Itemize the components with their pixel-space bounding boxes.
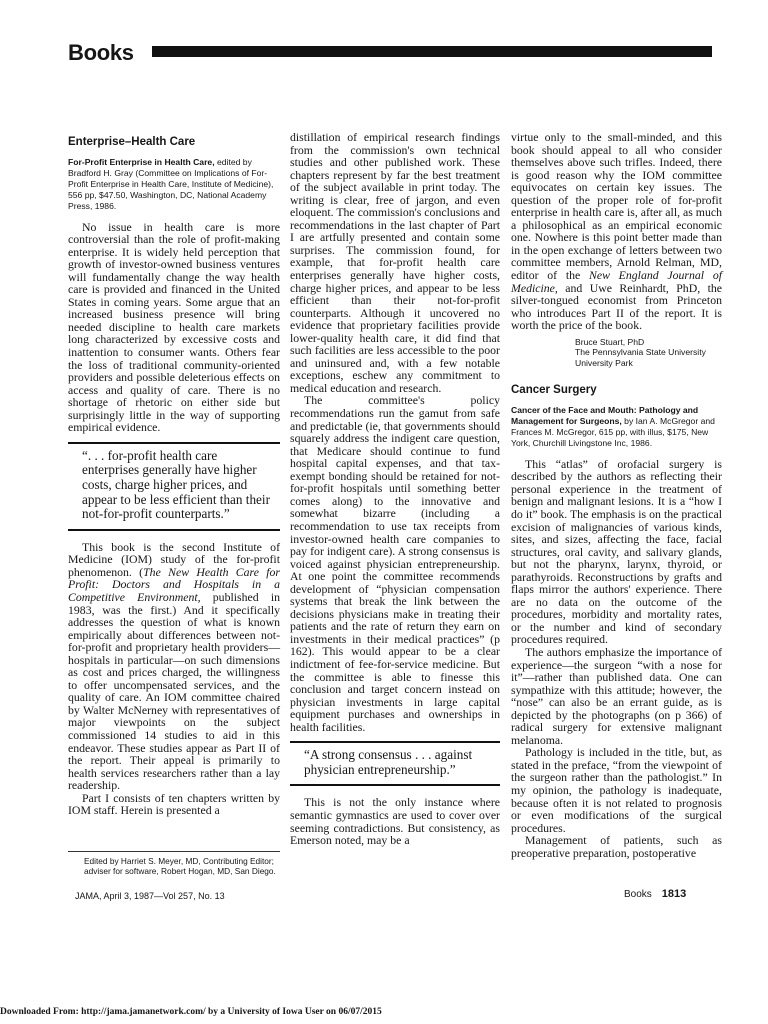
reviewer-location: University Park <box>575 357 633 368</box>
column-2 <box>290 131 500 847</box>
text-run: virtue only to the small-minded, and this book should appeal to all who consider themselves above such trifles. Indeed, there is good reason why the IOM committee equivocates on certain key issues. The question of the proper role of for-profit enterprise in health care is, after all, as much a philosophical as an empirical economic one. Nowhere is this point better made than in the open exchange of letters between two committee members, Arnold Relman, MD, editor of the <box>511 130 722 283</box>
journal-citation: JAMA, April 3, 1987—Vol 257, No. 13 <box>75 891 225 901</box>
review-2-citation <box>511 405 722 449</box>
text-run: This book is the second Institute of Medicine (IOM) study of the for-profit phenomenon. ( <box>68 539 280 579</box>
pull-quote-2: “A strong consensus . . . against physician entrepreneurship.” <box>290 741 500 786</box>
reviewer-name: Bruce Stuart, PhD <box>575 336 645 347</box>
review-2-paragraph: Pathology is included in the title, but, as stated in the preface, “from the viewpoint of the surgeon rather than the pathologist.” In my opinion, the pathology is inadequate, because often it is not related to prognosis or even modifications of the surgical procedures. <box>511 745 722 835</box>
page-number: 1813 <box>661 888 687 900</box>
text-run: and Uwe Reinhardt, PhD, the silver-tongued economist from Princeton who introduces Part II of the report. It is worth the price of the book. <box>511 280 722 333</box>
review-2-paragraph: Management of patients, such as preoperative preparation, postoperative <box>511 833 722 860</box>
column-1 <box>68 136 280 817</box>
review-2-book-details: by Ian A. McGregor and Frances M. McGregor, 615 pp, with illus, $175, New York, Churchill Livingstone Inc, 1986. <box>511 415 715 448</box>
review-1-paragraph <box>511 131 722 332</box>
review-2-paragraph: The authors emphasize the importance of experience—the surgeon “with a nose for it”—rather than published data. One can sympathize with this attitude; however, the “nose” can also be an errant guide, as is depicted by the photographs (on p 366) of radical surgery for extensive malignant melanoma. <box>511 645 722 747</box>
review-1-citation <box>68 157 280 212</box>
footnote-rule <box>68 851 280 852</box>
review-1-paragraph <box>68 541 280 792</box>
review-1-paragraph: Part I consists of ten chapters written by IOM staff. Herein is presented a <box>68 790 280 818</box>
text-run: published in 1983, was the first.) And it specifically addresses the question of what is known empirically about differences between not-for-profit and proprietary health providers—hospitals in particular—on such dimensions as cost and prices charged, the willingness to offer uncompensated services, and the quality of care. An IOM committee chaired by Walter McNerney with representatives of major viewpoints on the subject commissioned 14 studies to aid in this endeavor. These studies appear as Part II of the report. Their appeal is primarily to health services researchers rather than a lay readership. <box>68 590 281 793</box>
review-1-book-details: edited by Bradford H. Gray (Committee on Implications of For-Profit Enterprise in Health Care, Institute of Medicine), 556 pp, $47.50, Washington, DC, National Academy Press, 1986. <box>68 156 274 211</box>
review-2-paragraph: This “atlas” of orofacial surgery is described by the authors as reflecting their personal experience in the treatment of benign and malignant lesions. It is a “how I do it” book. The emphasis is on the practical excision of malignancies of various kinds, sites, and sizes, affecting the face, facial structures, oral cavity, and salivary glands, but not the pharynx, larynx, thyroid, or parathyroids. Reconstructions by grafts and flaps mirror the authors' experience. There are no data on the outcome of the procedures, morbidity and mortality rates, or the number and kind of secondary procedures required. <box>511 456 722 647</box>
column-3 <box>511 131 722 859</box>
folio-section: Books <box>624 889 652 900</box>
review-1-book-title: For-Profit Enterprise in Health Care, <box>68 156 215 167</box>
journal-name: New England Journal of Medicine, <box>511 268 722 295</box>
review-2-book-title: Cancer of the Face and Mouth: Pathology and Management for Surgeons, <box>511 404 699 426</box>
review-1-paragraph: The committee's policy recommendations run the gamut from safe and predictable (ie, that governments should squarely address the indigent care question, that Medicare should continue to fund hospital capital expenses, and that tax-exempt bonding should be retained for not-for-profit hospitals until something better comes along) to the innovative and somewhat bizarre (including a recommendation to use tax receipts from investor-owned health care companies to pay for indigent care). A strong consensus is voiced against physician entrepreneurship. At one point the committee recommends development of “physician compensation systems that break the link between the decisions physicians make in treating their patients and the rate of return they earn on investments in their medical practices” (p 162). This would appear to be a clear indictment of fee-for-service medicine. But the committee is able to finesse this conclusion and target concern instead on physician investments in large capital equipment purchases and ownerships in health facilities. <box>290 393 500 734</box>
review-1-paragraph: No issue in health care is more controversial than the role of profit-making enterprise. It is widely held perception that growth of investor-owned business ventures will fundamentally change the way health care is provided and financed in the United States in coming years. Some argue that an increased business presence will bring needed discipline to health care markets long characterized by excessive costs and inattention to consumer wants. Others fear the loss of traditional community-oriented providers and possible deleterious effects on access and quality of care. There is no shortage of rhetoric on either side but surprisingly little in the way of supporting empirical evidence. <box>68 219 280 435</box>
pull-quote-1: “. . . for-profit health care enterprises generally have higher costs, charge higher prices, and appear to be less efficient than their not-for-profit counterparts.” <box>68 442 280 531</box>
review-1-paragraph: This is not the only instance where semantic gymnastics are used to cover over seeming contradictions. But consistency, as Emerson noted, may be a <box>290 795 500 848</box>
reviewer-signature <box>575 337 722 369</box>
page-section-title: Books <box>68 40 134 65</box>
review-1-paragraph: distillation of empirical research findings from the commission's own technical studies and other published work. These chapters represent by far the best treatment of the subject available in print today. The writing is clear, free of jargon, and even eloquent. The commission's conclusions and recommendations in the last chapter of Part I are artfully presented and contain some surprises. The commission found, for example, that for-profit health care enterprises generally have higher costs, charge higher prices, and appear to be less efficient than their not-for-profit counterparts. Although it uncovered no evidence that proprietary facilities provide lower-quality health care, it did find that such facilities are less accessible to the poor and uninsured and, with a few notable exceptions, eschew any commitment to medical education and research. <box>290 130 500 395</box>
page-folio <box>624 888 686 900</box>
cited-book-title: The New Health Care for Profit: Doctors and Hospitals in a Competitive Environment, <box>68 564 281 604</box>
download-notice: Downloaded From: http://jama.jamanetwork.com/ by a University of Iowa User on 06/07/2015 <box>0 1007 382 1017</box>
review-1-heading: Enterprise–Health Care <box>68 136 196 148</box>
reviewer-affiliation: The Pennsylvania State University <box>575 347 706 358</box>
header-rule <box>152 46 712 57</box>
editor-footnote: Edited by Harriet S. Meyer, MD, Contributing Editor; adviser for software, Robert Hogan, MD, San Diego. <box>84 856 276 876</box>
review-2-heading: Cancer Surgery <box>511 384 597 397</box>
